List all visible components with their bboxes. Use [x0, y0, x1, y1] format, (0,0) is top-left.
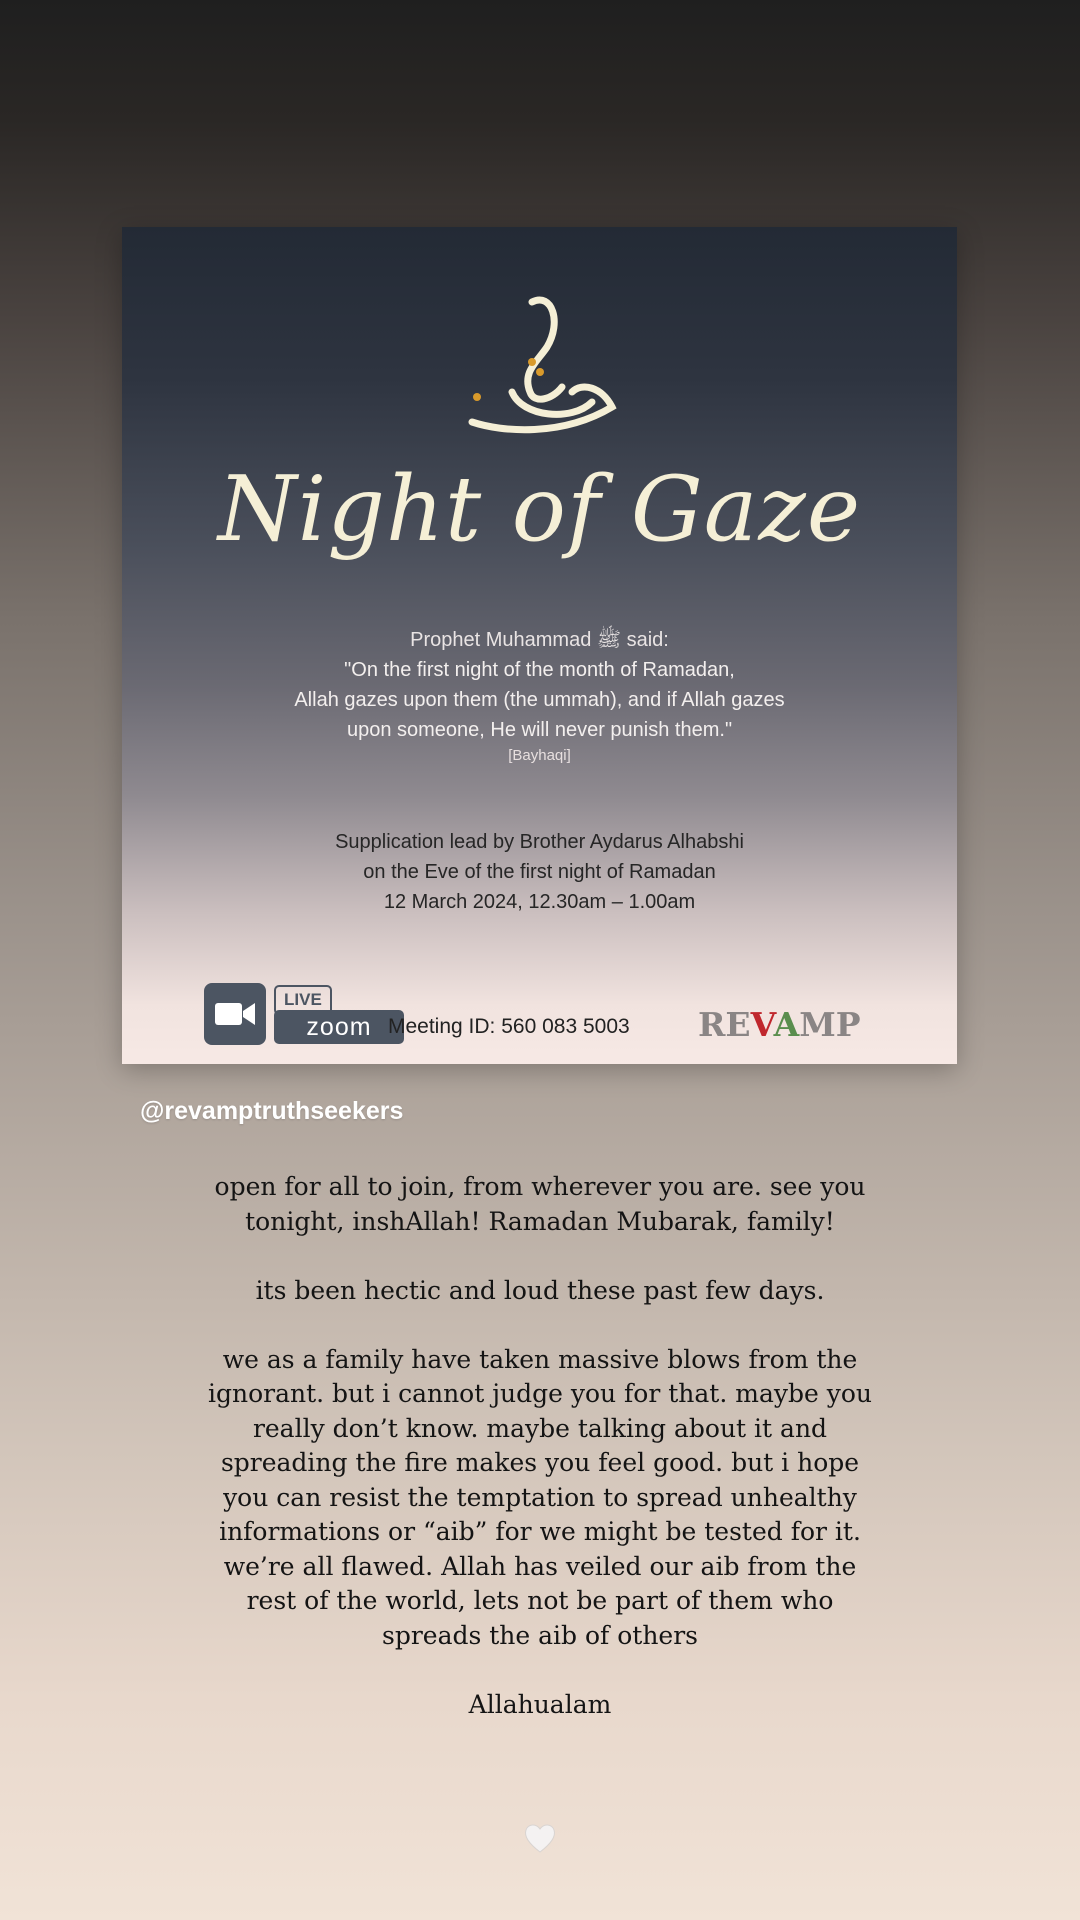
video-camera-icon [204, 983, 266, 1045]
caption-paragraph: open for all to join, from wherever you are. see you tonight, inshAllah! Ramadan Mubarak, family! [214, 1172, 866, 1236]
supplication-line: on the Eve of the first night of Ramadan [363, 861, 716, 883]
ramadan-calligraphy-icon [452, 292, 632, 462]
quote-lead: Prophet Muhammad ﷺ said: [410, 629, 669, 651]
poster-title: Night of Gaze [217, 457, 862, 562]
quote-reference: [Bayhaqi] [508, 747, 571, 764]
quote-line: "On the first night of the month of Ramadan, [344, 659, 735, 681]
hadith-quote [122, 625, 957, 767]
caption-paragraph: its been hectic and loud these past few days. [255, 1275, 825, 1305]
revamp-logo: REVAMP [698, 1005, 861, 1044]
zoom-logo: zoom [274, 1010, 404, 1044]
story-caption [200, 1170, 880, 1757]
mention-sticker[interactable]: @revamptruthseekers [140, 1097, 404, 1125]
supplication-line: 12 March 2024, 12.30am – 1.00am [383, 891, 696, 913]
camera-glyph [204, 983, 266, 1045]
live-badge: LIVE [274, 985, 332, 1015]
meeting-id: Meeting ID: 560 083 5003 [388, 1015, 630, 1038]
quote-line: upon someone, He will never punish them." [346, 719, 733, 741]
quote-line: Allah gazes upon them (the ummah), and if Allah gazes [294, 689, 785, 711]
supplication-details [122, 827, 957, 917]
white-heart-icon [522, 1820, 558, 1856]
event-poster[interactable] [122, 227, 957, 1064]
caption-paragraph: we as a family have taken massive blows from the ignorant. but i cannot judge you for that. maybe you really don’t know. maybe talking about it and spreading the fire makes you feel good. but i hope you can resist the temptation to spread unhealthy informations or “aib” for we might be tested for it. we’re all flawed. Allah has veiled our aib from the rest of the world, lets not be part of them who spreads the aib of others [207, 1344, 872, 1650]
caption-paragraph: Allahualam [468, 1689, 612, 1719]
supplication-line: Supplication lead by Brother Aydarus Alhabshi [335, 831, 744, 853]
